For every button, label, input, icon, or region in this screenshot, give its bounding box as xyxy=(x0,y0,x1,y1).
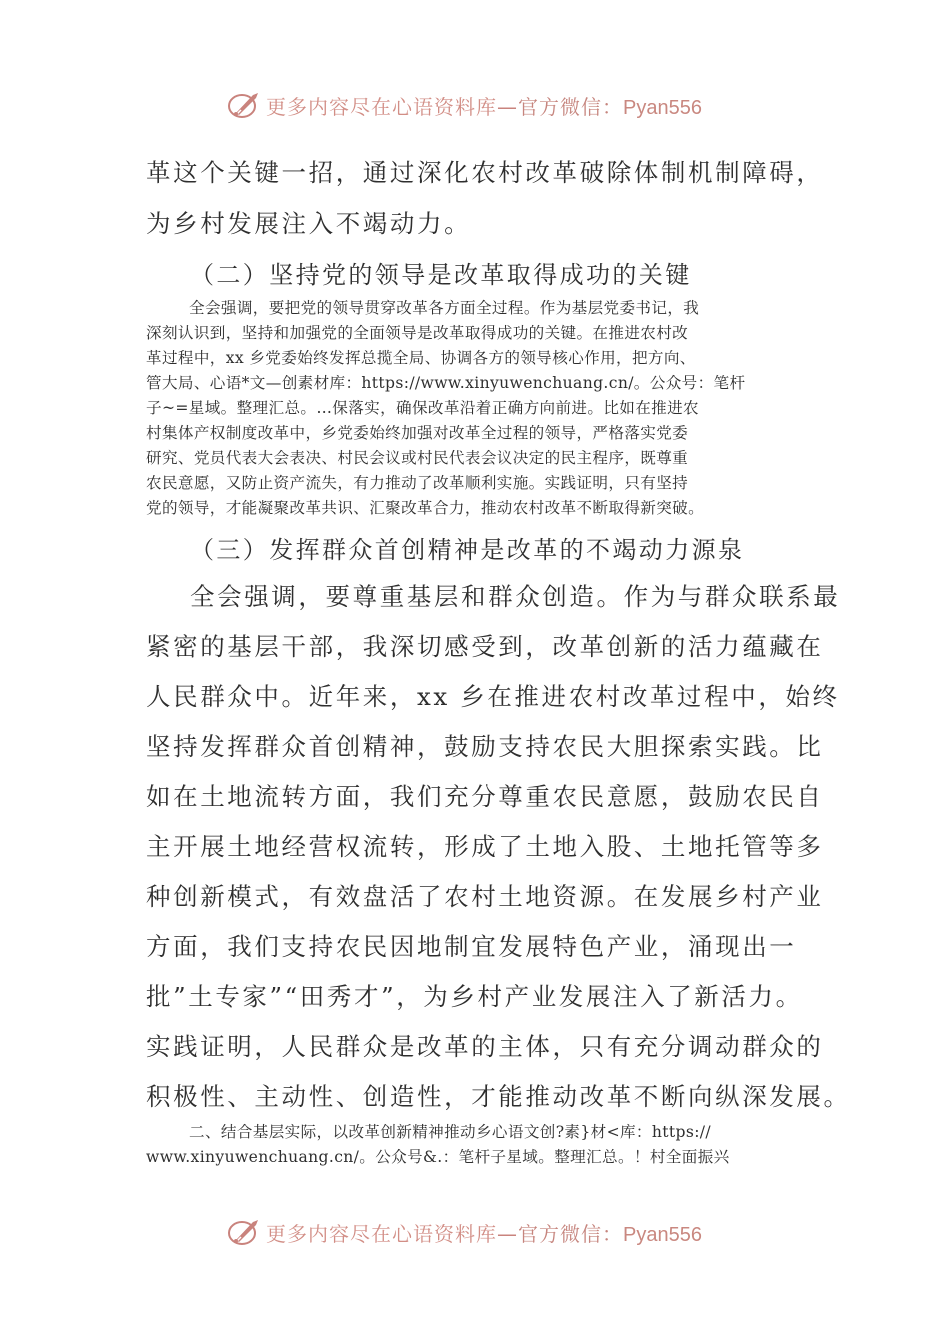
footer-banner-text: 更多内容尽在心语资料库 xyxy=(266,1222,497,1246)
small-line-2: 深刻认识到，坚持和加强党的全面领导是改革取得成功的关键。在推进农村改 xyxy=(146,324,689,342)
body-line-2: 为乡村发展注入不竭动力。 xyxy=(146,209,472,238)
pen-nib-logo-icon xyxy=(227,89,263,121)
banner-text: 更多内容尽在心语资料库 xyxy=(266,95,497,119)
banner-wechat-label: 官方微信： xyxy=(518,95,623,119)
para-line-6: 主开展土地经营权流转，形成了土地入股、土地托管等多 xyxy=(146,832,824,861)
para-line-10: 实践证明，人民群众是改革的主体，只有充分调动群众的 xyxy=(146,1032,824,1061)
header-watermark-banner xyxy=(0,85,950,125)
small-line-3: 革过程中，xx 乡党委始终发挥总揽全局、协调各方的领导核心作用，把方向、 xyxy=(146,349,696,367)
para-line-4: 坚持发挥群众首创精神，鼓励支持农民大胆探索实践。比 xyxy=(146,732,824,761)
section-heading-3: （三）发挥群众首创精神是改革的不竭动力源泉 xyxy=(190,536,745,564)
footer-banner-wechat-id: Pyan556 xyxy=(623,1224,702,1246)
footer-banner-dash: — xyxy=(497,1222,518,1246)
footer-watermark-banner xyxy=(0,1212,950,1252)
para-line-8: 方面，我们支持农民因地制宜发展特色产业，涌现出一 xyxy=(146,932,797,961)
para-line-11: 积极性、主动性、创造性，才能推动改革不断向纵深发展。 xyxy=(146,1082,851,1111)
small-line-1: 全会强调，要把党的领导贯穿改革各方面全过程。作为基层党委书记，我 xyxy=(189,299,700,317)
small-line-5: 子~=星域。整理汇总。…保落实，确保改革沿着正确方向前进。比如在推进农 xyxy=(146,399,699,417)
footer-banner-wechat-label: 官方微信： xyxy=(518,1222,623,1246)
para-line-1: 全会强调，要尊重基层和群众创造。作为与群众联系最 xyxy=(190,582,841,611)
banner-dash: — xyxy=(497,95,518,119)
banner-wechat-id: Pyan556 xyxy=(623,97,702,119)
tail-line-2: www.xinyuwenchuang.cn/。公众号&.：笔杆子星域。整理汇总。！村全面振兴 xyxy=(146,1148,730,1166)
small-line-8: 农民意愿，又防止资产流失，有力推动了改革顺利实施。实践证明，只有坚持 xyxy=(146,474,689,492)
para-line-3: 人民群众中。近年来，xx 乡在推进农村改革过程中，始终 xyxy=(146,682,840,711)
para-line-2: 紧密的基层干部，我深切感受到，改革创新的活力蕴藏在 xyxy=(146,632,824,661)
pen-nib-logo-icon xyxy=(227,1216,263,1248)
body-line-1: 革这个关键一招，通过深化农村改革破除体制机制障碍， xyxy=(146,158,824,187)
section-heading-2: （二）坚持党的领导是改革取得成功的关键 xyxy=(190,261,692,289)
small-line-9: 党的领导，才能凝聚改革共识、汇聚改革合力，推动农村改革不断取得新突破。 xyxy=(146,499,705,517)
small-line-7: 研究、党员代表大会表决、村民会议或村民代表会议决定的民主程序，既尊重 xyxy=(146,449,689,467)
para-line-5: 如在土地流转方面，我们充分尊重农民意愿，鼓励农民自 xyxy=(146,782,824,811)
small-line-4: 管大局、心语*文—创素材库：https://www.xinyuwenchuang.cn/。公众号：笔杆 xyxy=(146,374,746,392)
tail-line-1: 二、结合基层实际，以改革创新精神推动乡心语文创?素}材<库：https:// xyxy=(189,1123,712,1141)
para-line-7: 种创新模式，有效盘活了农村土地资源。在发展乡村产业 xyxy=(146,882,824,911)
small-line-6: 村集体产权制度改革中，乡党委始终加强对改革全过程的领导，严格落实党委 xyxy=(146,424,689,442)
para-line-9: 批”土专家”“田秀才”，为乡村产业发展注入了新活力。 xyxy=(146,982,803,1011)
